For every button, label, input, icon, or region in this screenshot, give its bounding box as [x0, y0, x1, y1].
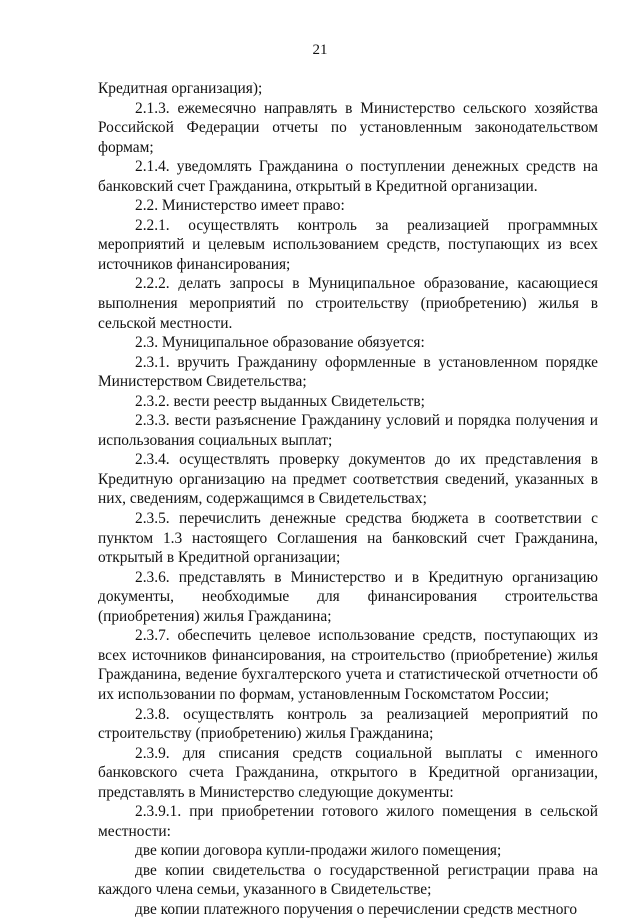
paragraph: 2.3.3. вести разъяснение Гражданину условий и порядка получения и использования социальных выплат; [98, 412, 598, 449]
paragraph: две копии договора купли-продажи жилого помещения; [135, 842, 502, 860]
paragraph: 2.3.6. представлять в Министерство и в Кредитную организацию документы, необходимые для финансирования строительства (приобретения) жилья Гражданина; [98, 568, 598, 625]
page-number: 21 [312, 42, 328, 58]
paragraph: 2.3.8. осуществлять контроль за реализацией мероприятий по строительству (приобретению) жилья Гражданина; [98, 705, 598, 743]
paragraph: 2.3.2. вести реестр выданных Свидетельств; [135, 392, 425, 410]
paragraph: 2.2.2. делать запросы в Муниципальное образование, касающиеся выполнения мероприятий по строительству (приобретению) жилья в сельской местности. [98, 275, 598, 332]
paragraph: 2.3.5. перечислить денежные средства бюджета в соответствии с пунктом 1.3 настоящего Соглашения на банковский счет Гражданина, открытый в Кредитной организации; [98, 510, 598, 567]
paragraph: 2.2.1. осуществлять контроль за реализацией программных мероприятий и целевым использованием средств, поступающих из всех источников финансирования; [98, 216, 598, 273]
paragraph: 2.3.9.1. при приобретении готового жилого помещения в сельской местности: [98, 803, 598, 840]
paragraph: Кредитная организация); [98, 80, 263, 97]
paragraph: 2.1.4. уведомлять Гражданина о поступлении денежных средств на банковский счет Гражданина, открытый в Кредитной организации. [98, 158, 598, 195]
paragraph: 2.3.9. для списания средств социальной выплаты с именного банковского счета Гражданина, открытого в Кредитной организации, представлять в Министерство следующие документы: [98, 744, 598, 801]
paragraph: 2.3.4. осуществлять проверку документов до их представления в Кредитную организацию на предмет соответствия сведений, указанных в них, сведениям, содержащимся в Свидетельствах; [98, 451, 598, 508]
paragraph: 2.3.1. вручить Гражданину оформленные в установленном порядке Министерством Свидетельства; [98, 353, 598, 391]
paragraph: две копии платежного поручения о перечислении средств местного [135, 900, 578, 918]
paragraph: 2.3. Муниципальное образование обязуется: [135, 334, 425, 352]
document-body [98, 79, 598, 920]
paragraph: 2.1.3. ежемесячно направлять в Министерство сельского хозяйства Российской Федерации отчеты по установленным законодательством формам; [98, 99, 598, 156]
paragraph: 2.3.7. обеспечить целевое использование средств, поступающих из всех источников финансирования, на строительство (приобретение) жилья Гражданина, ведение бухгалтерского учета и статистической отчетности об их использовании по формам, установленным Госкомстатом России; [98, 627, 598, 703]
paragraph: 2.2. Министерство имеет право: [135, 197, 345, 215]
paragraph: две копии свидетельства о государственной регистрации права на каждого члена семьи, указанного в Свидетельстве; [98, 861, 598, 899]
